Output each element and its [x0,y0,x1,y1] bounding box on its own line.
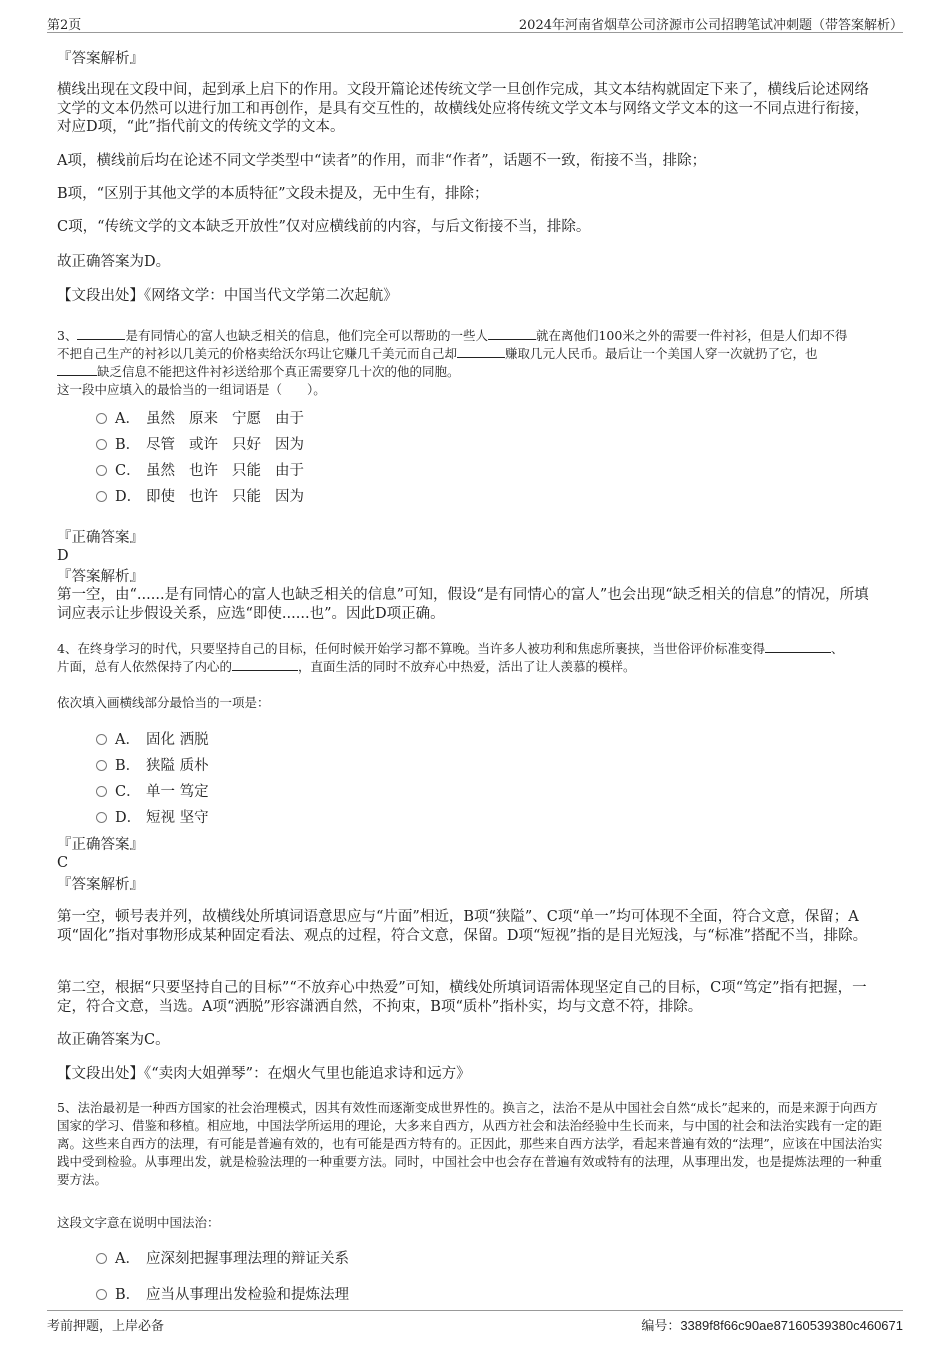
document-title: 2024年河南省烟草公司济源市公司招聘笔试冲刺题（带答案解析） [518,18,903,33]
document-id: 编号：3389f8f66c90ae87160539380c460671 [641,1318,903,1333]
option-d[interactable]: D． 即使 也许 只能 因为 [96,488,318,506]
radio-icon[interactable] [96,439,107,450]
analysis-label: 『答案解析』 [57,51,144,67]
option-b[interactable]: B． 应当从事理出发检验和提炼法理 [96,1286,349,1304]
question-prompt: 这段文字意在说明中国法治： [57,1215,220,1230]
analysis-conclusion: 故正确答案为C。 [57,1032,170,1048]
radio-icon[interactable] [96,812,107,823]
footer-slogan: 考前押题，上岸必备 [47,1319,165,1334]
option-d[interactable]: D． 短视 坚守 [96,809,209,827]
analysis-paragraph: C项，“传统文学的文本缺乏开放性”仅对应横线前的内容，与后文衔接不当，排除。 [57,219,591,235]
question-3-stem: 3、 是有同情心的富人也缺乏相关的信息，他们完全可以帮助的一些人 就在离他们100米之外的需要一件衬衫，但是人们却不得 不把自己生产的衬衫以几美元的价格卖给沃尔玛让它赚几千美元而自己却 赚取几元人民币。最后让一个美国人穿一次就扔了它，也 缺乏信息不能把这件衬衫送给那个真正需要穿几十次的他的同胞。 这一段中应填入的最恰当的一组词语是（ ）。 [57,328,848,397]
option-b[interactable]: B． 狭隘 质朴 [96,757,209,775]
fill-blank [457,345,505,358]
source-citation: 【文段出处】《网络文学：中国当代文学第二次起航》 [57,288,398,304]
analysis-label: 『答案解析』 [57,569,144,585]
fill-blank [488,327,536,340]
page-footer [47,1310,903,1333]
page-number: 第2页 [47,18,82,33]
question-5-stem: 5、法治最初是一种西方国家的社会治理模式，因其有效性而逐渐变成世界性的。换言之，法治不是从中国社会自然“成长”起来的，而是来源于向西方国家的学习、借鉴和移植。相应地，中国法学所运用的理论，大多来自西方，从西方社会和法治经验中生长而来，与中国的社会和法治实践有一定的距离。这些来自西方的法理，有可能是普遍有效的，也有可能是西方特有的。正因此，那些来自西方法学，看起来普遍有效的“法理”，应该在中国法治实践中受到检验。从事理出发，就是检验法理的一种重要方法。同时，中国社会中也会存在普遍有效或特有的法理，从事理出发，也是提炼法理的一种重要方法。 [57,1100,883,1187]
analysis-paragraph: B项，“区别于其他文学的本质特征”文段未提及，无中生有，排除； [57,186,489,202]
correct-answer: C [57,855,69,871]
radio-icon[interactable] [96,413,107,424]
option-c[interactable]: C． 单一 笃定 [96,783,209,801]
correct-answer-label: 『正确答案』 [57,837,144,853]
analysis-paragraph: A项，横线前后均在论述不同文学类型中“读者”的作用，而非“作者”，话题不一致，衔接不当，排除； [57,153,707,169]
analysis-paragraph: 第一空，由“......是有同情心的富人也缺乏相关的信息”可知，假设“是有同情心的富人”也会出现“缺乏相关的信息”的情况，所填词应表示让步假设关系，应选“即使......也”。因此D项正确。 [57,587,869,622]
source-citation: 【文段出处】《“卖肉大姐弹琴”：在烟火气里也能追求诗和远方》 [57,1066,471,1082]
fill-blank [765,640,831,653]
analysis-paragraph: 横线出现在文段中间，起到承上启下的作用。文段开篇论述传统文学一旦创作完成，其文本结构就固定下来了，横线后论述网络文学的文本仍然可以进行加工和再创作，是具有交互性的，故横线处应将传统文学文本与网络文学文本的这一不同点进行衔接，对应D项，“此”指代前文的传统文学的文本。 [57,82,869,135]
option-a[interactable]: A． 虽然 原来 宁愿 由于 [96,410,318,428]
page-header [47,10,903,33]
radio-icon[interactable] [96,1253,107,1264]
question-prompt: 依次填入画横线部分最恰当的一项是： [57,695,270,710]
analysis-paragraph: 第一空，顿号表并列，故横线处所填词语意思应与“片面”相近，B项“狭隘”、C项“单一”均可体现不全面，符合文意，保留；A项“固化”指对事物形成某种固定看法、观点的过程，符合文意，保留。D项“短视”指的是目光短浅，与“标准”搭配不当，排除。 [57,909,868,944]
analysis-label: 『答案解析』 [57,877,144,893]
option-a[interactable]: A． 固化 洒脱 [96,731,209,749]
fill-blank [57,363,97,376]
radio-icon[interactable] [96,786,107,797]
question-4-stem: 4、在终身学习的时代，只要坚持自己的目标，任何时候开始学习都不算晚。当许多人被功利和焦虑所裹挟，当世俗评价标准变得 、 片面，总有人依然保持了内心的 ，直面生活的同时不放弃心中热爱，活出了让人羡慕的模样。 [57,641,844,674]
option-a[interactable]: A． 应深刻把握事理法理的辩证关系 [96,1250,349,1268]
radio-icon[interactable] [96,465,107,476]
fill-blank [77,327,125,340]
radio-icon[interactable] [96,491,107,502]
correct-answer: D [57,548,69,564]
option-b[interactable]: B． 尽管 或许 只好 因为 [96,436,318,454]
radio-icon[interactable] [96,734,107,745]
radio-icon[interactable] [96,760,107,771]
option-c[interactable]: C． 虽然 也许 只能 由于 [96,462,318,480]
radio-icon[interactable] [96,1289,107,1300]
analysis-paragraph: 第二空，根据“只要坚持自己的目标”“不放弃心中热爱”可知，横线处所填词语需体现坚定自己的目标，C项“笃定”指有把握，一定，符合文意，当选。A项“洒脱”形容潇洒自然，不拘束，B项“质朴”指朴实，均与文意不符，排除。 [57,980,867,1015]
fill-blank [232,658,298,671]
analysis-conclusion: 故正确答案为D。 [57,254,171,270]
correct-answer-label: 『正确答案』 [57,530,144,546]
